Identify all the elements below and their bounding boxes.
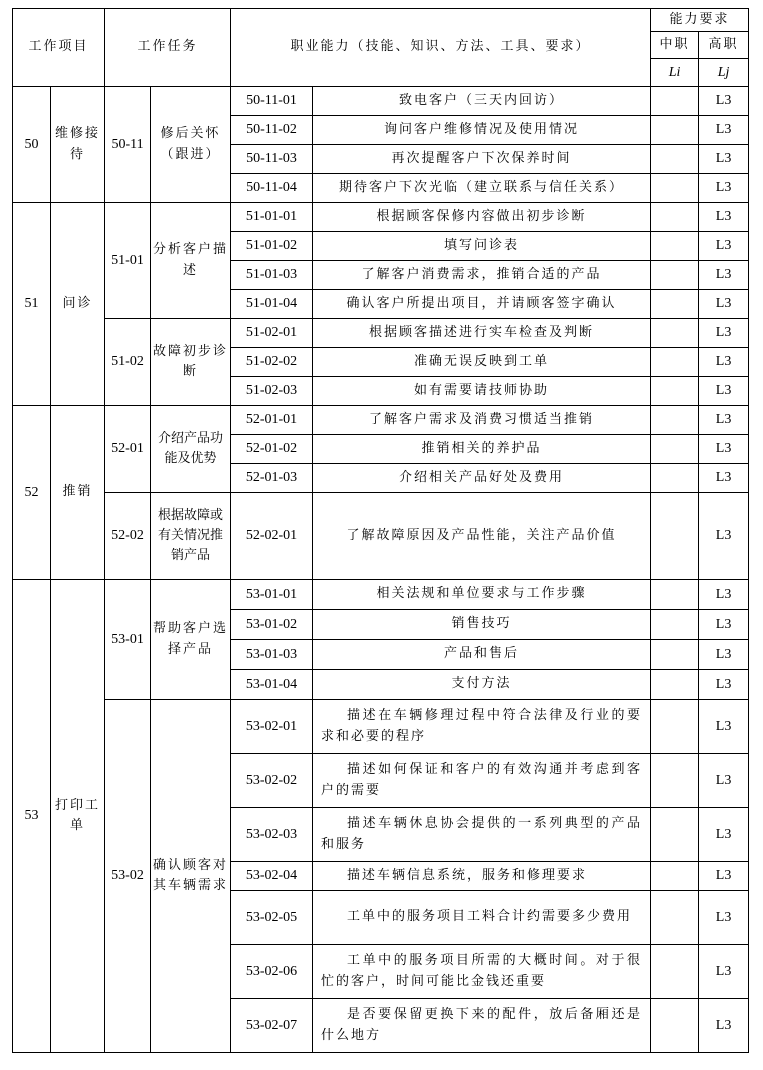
mid-level-cell	[651, 232, 699, 261]
mid-level-cell	[651, 87, 699, 116]
item-text: 产品和售后	[313, 640, 651, 670]
item-text: 销售技巧	[313, 610, 651, 640]
table-row	[13, 580, 749, 610]
item-code: 53-01-01	[231, 580, 313, 610]
item-text: 工单中的服务项目工料合计约需要多少费用	[313, 891, 651, 945]
item-code: 53-01-04	[231, 670, 313, 700]
project-code: 51	[13, 203, 51, 406]
high-level-cell: L3	[699, 754, 749, 808]
item-text: 再次提醒客户下次保养时间	[313, 145, 651, 174]
item-text: 了解故障原因及产品性能，关注产品价值	[313, 493, 651, 580]
item-code: 50-11-02	[231, 116, 313, 145]
item-text: 描述在车辆修理过程中符合法律及行业的要求和必要的程序	[313, 700, 651, 754]
item-code: 51-01-04	[231, 290, 313, 319]
header-project: 工作项目	[13, 9, 105, 87]
high-level-cell: L3	[699, 203, 749, 232]
high-level-cell: L3	[699, 891, 749, 945]
mid-level-cell	[651, 493, 699, 580]
task-name: 故障初步诊断	[151, 319, 231, 406]
high-level-cell: L3	[699, 493, 749, 580]
item-text: 支付方法	[313, 670, 651, 700]
project-code: 52	[13, 406, 51, 580]
high-level-cell: L3	[699, 945, 749, 999]
competency-table	[12, 8, 749, 1053]
item-code: 50-11-01	[231, 87, 313, 116]
task-name: 分析客户描述	[151, 203, 231, 319]
mid-level-cell	[651, 808, 699, 862]
item-code: 51-01-03	[231, 261, 313, 290]
table-row	[13, 319, 749, 348]
high-level-cell: L3	[699, 290, 749, 319]
item-code: 53-02-01	[231, 700, 313, 754]
item-code: 52-02-01	[231, 493, 313, 580]
project-name: 问诊	[51, 203, 105, 406]
item-text: 填写问诊表	[313, 232, 651, 261]
high-level-cell: L3	[699, 116, 749, 145]
item-text: 介绍相关产品好处及费用	[313, 464, 651, 493]
item-code: 51-02-03	[231, 377, 313, 406]
high-level-cell: L3	[699, 999, 749, 1053]
mid-level-cell	[651, 435, 699, 464]
item-text: 推销相关的养护品	[313, 435, 651, 464]
item-text: 准确无误反映到工单	[313, 348, 651, 377]
high-level-cell: L3	[699, 319, 749, 348]
item-text: 致电客户（三天内回访）	[313, 87, 651, 116]
item-code: 51-01-01	[231, 203, 313, 232]
item-text: 了解客户消费需求，推销合适的产品	[313, 261, 651, 290]
item-text: 根据顾客保修内容做出初步诊断	[313, 203, 651, 232]
item-code: 52-01-02	[231, 435, 313, 464]
item-text: 期待客户下次光临（建立联系与信任关系）	[313, 174, 651, 203]
mid-level-cell	[651, 891, 699, 945]
item-code: 51-01-02	[231, 232, 313, 261]
item-text: 是否要保留更换下来的配件，放后备厢还是什么地方	[313, 999, 651, 1053]
high-level-cell: L3	[699, 232, 749, 261]
project-code: 53	[13, 580, 51, 1053]
task-code: 51-01	[105, 203, 151, 319]
high-level-cell: L3	[699, 435, 749, 464]
item-text: 询问客户维修情况及使用情况	[313, 116, 651, 145]
high-level-cell: L3	[699, 145, 749, 174]
high-level-cell: L3	[699, 700, 749, 754]
mid-level-cell	[651, 754, 699, 808]
item-code: 50-11-03	[231, 145, 313, 174]
item-text: 如有需要请技师协助	[313, 377, 651, 406]
mid-level-cell	[651, 290, 699, 319]
item-code: 53-02-02	[231, 754, 313, 808]
item-code: 53-01-02	[231, 610, 313, 640]
item-code: 53-02-03	[231, 808, 313, 862]
high-level-cell: L3	[699, 862, 749, 891]
item-text: 确认客户所提出项目，并请顾客签字确认	[313, 290, 651, 319]
mid-level-cell	[651, 174, 699, 203]
task-code: 50-11	[105, 87, 151, 203]
task-name: 介绍产品功能及优势	[151, 406, 231, 493]
task-name: 帮助客户选择产品	[151, 580, 231, 700]
mid-level-cell	[651, 261, 699, 290]
header-task: 工作任务	[105, 9, 231, 87]
high-level-cell: L3	[699, 406, 749, 435]
item-code: 53-02-05	[231, 891, 313, 945]
project-name: 维修接待	[51, 87, 105, 203]
mid-level-cell	[651, 145, 699, 174]
header-lj: Lj	[699, 59, 749, 87]
header-row-1	[13, 9, 749, 32]
task-code: 53-01	[105, 580, 151, 700]
mid-level-cell	[651, 406, 699, 435]
item-text: 相关法规和单位要求与工作步骤	[313, 580, 651, 610]
item-code: 50-11-04	[231, 174, 313, 203]
high-level-cell: L3	[699, 377, 749, 406]
project-code: 50	[13, 87, 51, 203]
task-name: 修后关怀（跟进）	[151, 87, 231, 203]
high-level-cell: L3	[699, 640, 749, 670]
header-mid: 中职	[651, 32, 699, 59]
mid-level-cell	[651, 580, 699, 610]
task-name: 根据故障或有关情况推销产品	[151, 493, 231, 580]
mid-level-cell	[651, 610, 699, 640]
mid-level-cell	[651, 319, 699, 348]
table-row	[13, 87, 749, 116]
mid-level-cell	[651, 945, 699, 999]
item-text: 工单中的服务项目所需的大概时间。对于很忙的客户，时间可能比金钱还重要	[313, 945, 651, 999]
item-text: 描述车辆休息协会提供的一系列典型的产品和服务	[313, 808, 651, 862]
item-code: 53-02-07	[231, 999, 313, 1053]
header-ability: 职业能力（技能、知识、方法、工具、要求）	[231, 9, 651, 87]
item-code: 52-01-03	[231, 464, 313, 493]
high-level-cell: L3	[699, 87, 749, 116]
item-text: 了解客户需求及消费习惯适当推销	[313, 406, 651, 435]
task-code: 51-02	[105, 319, 151, 406]
mid-level-cell	[651, 203, 699, 232]
project-name: 推销	[51, 406, 105, 580]
item-code: 51-02-01	[231, 319, 313, 348]
high-level-cell: L3	[699, 348, 749, 377]
project-name: 打印工单	[51, 580, 105, 1053]
high-level-cell: L3	[699, 808, 749, 862]
item-code: 53-02-04	[231, 862, 313, 891]
table-row	[13, 493, 749, 580]
mid-level-cell	[651, 999, 699, 1053]
item-code: 53-01-03	[231, 640, 313, 670]
mid-level-cell	[651, 377, 699, 406]
task-code: 53-02	[105, 700, 151, 1053]
task-code: 52-01	[105, 406, 151, 493]
mid-level-cell	[651, 670, 699, 700]
high-level-cell: L3	[699, 261, 749, 290]
table-row	[13, 203, 749, 232]
table-row	[13, 406, 749, 435]
task-name: 确认顾客对其车辆需求	[151, 700, 231, 1053]
item-text: 描述如何保证和客户的有效沟通并考虑到客户的需要	[313, 754, 651, 808]
mid-level-cell	[651, 464, 699, 493]
mid-level-cell	[651, 640, 699, 670]
table-row	[13, 700, 749, 754]
header-level-requirement: 能力要求	[651, 9, 749, 32]
header-li: Li	[651, 59, 699, 87]
mid-level-cell	[651, 862, 699, 891]
high-level-cell: L3	[699, 174, 749, 203]
item-text: 描述车辆信息系统，服务和修理要求	[313, 862, 651, 891]
header-high: 高职	[699, 32, 749, 59]
mid-level-cell	[651, 700, 699, 754]
item-code: 53-02-06	[231, 945, 313, 999]
mid-level-cell	[651, 116, 699, 145]
item-text: 根据顾客描述进行实车检查及判断	[313, 319, 651, 348]
item-code: 52-01-01	[231, 406, 313, 435]
task-code: 52-02	[105, 493, 151, 580]
high-level-cell: L3	[699, 610, 749, 640]
high-level-cell: L3	[699, 464, 749, 493]
mid-level-cell	[651, 348, 699, 377]
item-code: 51-02-02	[231, 348, 313, 377]
high-level-cell: L3	[699, 580, 749, 610]
high-level-cell: L3	[699, 670, 749, 700]
